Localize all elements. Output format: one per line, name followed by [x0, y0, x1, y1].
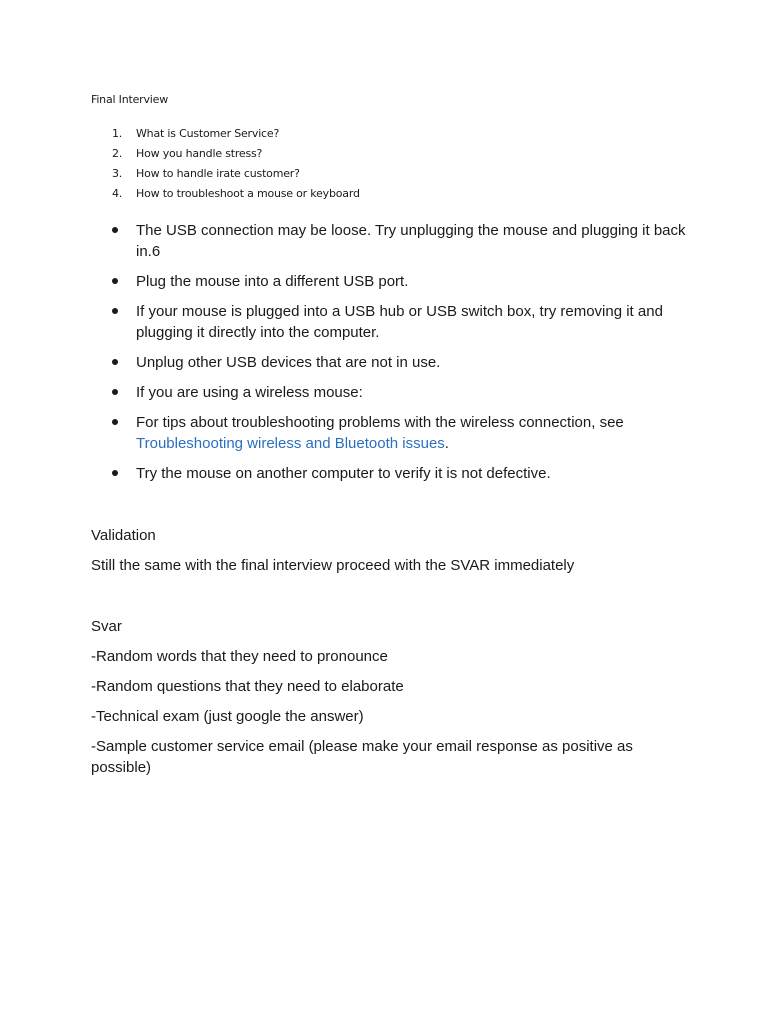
list-item	[91, 271, 691, 292]
list-item-text: The USB connection may be loose. Try unplugging the mouse and plugging it back in.6	[136, 222, 686, 260]
list-item	[91, 220, 691, 262]
bullet-icon	[112, 359, 118, 365]
list-item	[91, 382, 691, 403]
svar-item: -Technical exam (just google the answer)	[91, 708, 364, 725]
list-item-text: How to handle irate customer?	[136, 167, 300, 180]
list-item-text: If your mouse is plugged into a USB hub or USB switch box, try removing it and plugging it directly into the computer.	[136, 303, 663, 341]
list-item	[91, 463, 691, 484]
interview-questions-list	[91, 124, 360, 204]
list-item	[91, 164, 360, 184]
bullet-icon	[112, 389, 118, 395]
bullet-icon	[112, 470, 118, 476]
svar-heading: Svar	[91, 618, 122, 635]
list-item-text: Plug the mouse into a different USB port.	[136, 273, 409, 290]
list-number: 4.	[112, 187, 123, 200]
list-item	[91, 301, 691, 343]
svar-item: -Random questions that they need to elaborate	[91, 678, 404, 695]
list-item	[91, 352, 691, 373]
list-item	[91, 184, 360, 204]
list-item-text: How to troubleshoot a mouse or keyboard	[136, 187, 360, 200]
svar-item: -Random words that they need to pronounce	[91, 648, 388, 665]
bullet-icon	[112, 278, 118, 284]
list-item-text: For tips about troubleshooting problems with the wireless connection, see	[136, 414, 624, 431]
troubleshooting-wireless-link[interactable]: Troubleshooting wireless and Bluetooth issues	[136, 435, 445, 452]
bullet-icon	[112, 308, 118, 314]
list-item	[91, 144, 360, 164]
bullet-icon	[112, 419, 118, 425]
list-item-text: How you handle stress?	[136, 147, 263, 160]
list-item-text: If you are using a wireless mouse:	[136, 384, 363, 401]
list-number: 1.	[112, 127, 123, 140]
troubleshooting-tips-list	[91, 220, 691, 493]
document-title: Final Interview	[91, 93, 168, 106]
validation-text: Still the same with the final interview proceed with the SVAR immediately	[91, 557, 575, 574]
list-number: 2.	[112, 147, 123, 160]
svar-item: -Sample customer service email (please make your email response as positive as possible)	[91, 738, 633, 776]
bullet-icon	[112, 227, 118, 233]
list-item	[91, 124, 360, 144]
list-item	[91, 412, 691, 454]
list-number: 3.	[112, 167, 123, 180]
list-item-text: What is Customer Service?	[136, 127, 280, 140]
list-item-text: Unplug other USB devices that are not in use.	[136, 354, 441, 371]
validation-heading: Validation	[91, 527, 156, 544]
list-item-text: Try the mouse on another computer to verify it is not defective.	[136, 465, 551, 482]
list-item-suffix: .	[444, 435, 449, 452]
